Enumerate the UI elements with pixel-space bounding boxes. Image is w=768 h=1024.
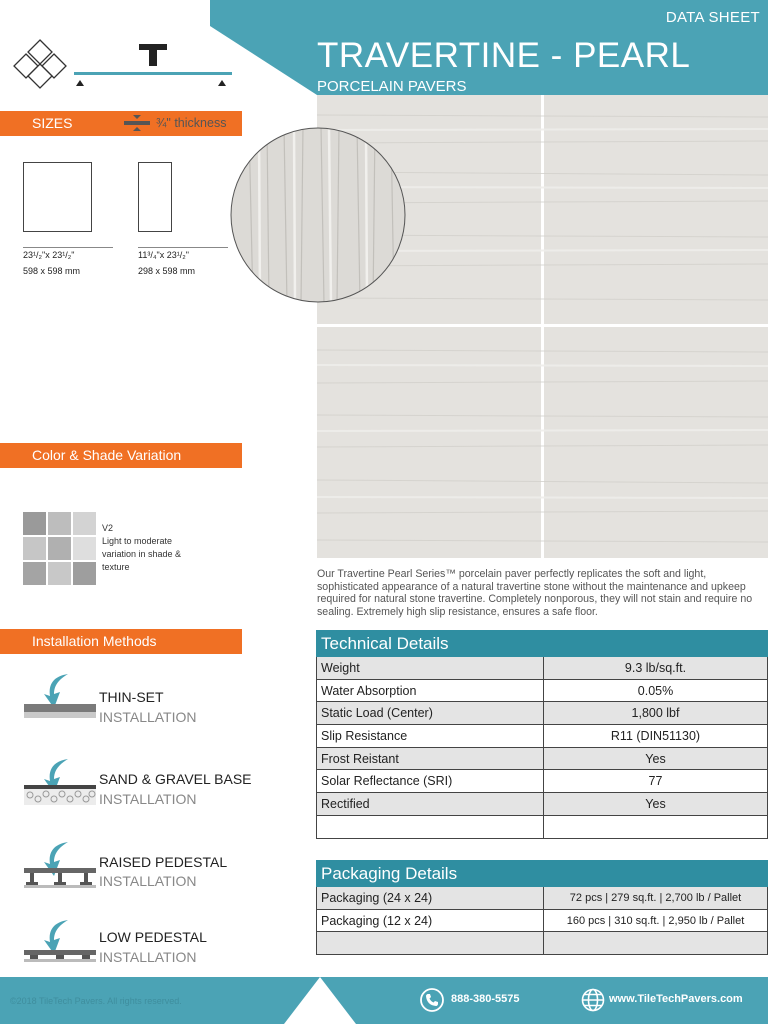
row-label <box>317 815 544 838</box>
shade-section-bar <box>0 443 242 468</box>
globe-icon <box>581 988 605 1012</box>
row-value: 160 pcs | 310 sq.ft. | 2,950 lb / Pallet <box>544 909 768 932</box>
thickness-label: ¾" thickness <box>156 116 227 130</box>
table-row <box>317 815 768 838</box>
table-row <box>317 887 768 910</box>
shade-swatch <box>48 537 71 560</box>
shade-swatch <box>73 512 96 535</box>
thin-set-icon <box>24 672 96 722</box>
row-label: Water Absorption <box>317 679 544 702</box>
shade-swatch <box>23 512 46 535</box>
installation-title: LOW PEDESTAL <box>99 929 207 945</box>
row-label: Solar Reflectance (SRI) <box>317 770 544 793</box>
table-header-row <box>317 861 768 887</box>
shade-swatch <box>73 562 96 585</box>
table-row <box>317 702 768 725</box>
table-row <box>317 725 768 748</box>
shade-swatch <box>73 537 96 560</box>
row-label: Packaging (12 x 24) <box>317 909 544 932</box>
size-box-rectangle <box>138 162 172 232</box>
packaging-details-table <box>316 860 768 955</box>
row-value: 0.05% <box>544 679 768 702</box>
installation-section-label: Installation Methods <box>32 633 157 649</box>
sand-gravel-icon <box>24 757 96 807</box>
technical-details-table <box>316 630 768 839</box>
row-value: 77 <box>544 770 768 793</box>
website-link[interactable]: www.TileTechPavers.com <box>609 993 743 1005</box>
phone-number[interactable]: 888-380-5575 <box>451 993 520 1005</box>
size-imperial-1: 23¹/₂"x 23¹/₂" <box>23 250 75 260</box>
thickness-icon <box>122 113 152 133</box>
row-value: R11 (DIN51130) <box>544 725 768 748</box>
size-divider <box>23 247 113 248</box>
product-description: Our Travertine Pearl Series™ porcelain paver perfectly replicates the soft and light, sophisticated appearance of a natural travertine stone without the maintenance and upkeep required for natural stone travertine. Completely nonporous, they will not stain and require no sealing. Extremely high slip resistance, ensures a safe floor. <box>317 568 753 618</box>
paver-tiles-icon <box>4 38 74 90</box>
table-row <box>317 932 768 955</box>
page-subtitle: PORCELAIN PAVERS <box>317 78 467 95</box>
table-row <box>317 909 768 932</box>
row-value: 72 pcs | 279 sq.ft. | 2,700 lb / Pallet <box>544 887 768 910</box>
low-pedestal-icon <box>24 918 96 966</box>
shade-swatch <box>48 562 71 585</box>
installation-title: RAISED PEDESTAL <box>99 854 228 870</box>
table-header-empty <box>544 861 768 887</box>
footer-notch <box>284 977 356 1024</box>
size-metric-1: 598 x 598 mm <box>23 266 81 276</box>
shade-swatch <box>48 512 71 535</box>
page-title: TRAVERTINE - PEARL <box>317 36 691 75</box>
row-value: Yes <box>544 747 768 770</box>
row-label <box>317 932 544 955</box>
copyright-text: ©2018 TileTech Pavers. All rights reserved. <box>10 996 182 1006</box>
row-value: 1,800 lbf <box>544 702 768 725</box>
table-header-empty <box>544 631 768 657</box>
row-label: Packaging (24 x 24) <box>317 887 544 910</box>
row-label: Weight <box>317 657 544 680</box>
table-row <box>317 793 768 816</box>
magnified-texture-circle <box>229 126 407 304</box>
packaging-details-heading: Packaging Details <box>317 861 544 887</box>
table-header-row <box>317 631 768 657</box>
table-row <box>317 679 768 702</box>
size-imperial-2: 11³/₄"x 23¹/₂" <box>138 250 189 260</box>
technical-details-heading: Technical Details <box>317 631 544 657</box>
table-row <box>317 770 768 793</box>
shade-description: Light to moderate variation in shade & texture <box>102 536 182 572</box>
row-label: Rectified <box>317 793 544 816</box>
shade-swatch <box>23 537 46 560</box>
row-value: Yes <box>544 793 768 816</box>
installation-title: THIN-SET <box>99 689 164 705</box>
table-row <box>317 747 768 770</box>
installation-section-bar <box>0 629 242 654</box>
installation-subtitle: INSTALLATION <box>99 709 197 725</box>
size-metric-2: 298 x 598 mm <box>138 266 196 276</box>
installation-title: SAND & GRAVEL BASE <box>99 771 252 787</box>
shade-code: V2 <box>102 523 114 533</box>
size-divider <box>138 247 228 248</box>
sizes-section-label: SIZES <box>32 115 73 131</box>
installation-subtitle: INSTALLATION <box>99 949 197 965</box>
shade-swatch <box>23 562 46 585</box>
shade-section-label: Color & Shade Variation <box>32 447 182 463</box>
installation-subtitle: INSTALLATION <box>99 791 197 807</box>
row-value: 9.3 lb/sq.ft. <box>544 657 768 680</box>
data-sheet-label: DATA SHEET <box>665 9 760 26</box>
raised-pedestal-icon <box>24 840 96 890</box>
row-label: Frost Reistant <box>317 747 544 770</box>
shade-swatch-grid <box>23 512 98 587</box>
pedestal-diagram-icon <box>72 42 237 90</box>
phone-icon <box>420 988 444 1012</box>
row-label: Static Load (Center) <box>317 702 544 725</box>
row-value <box>544 932 768 955</box>
table-row <box>317 657 768 680</box>
installation-subtitle: INSTALLATION <box>99 873 197 889</box>
row-value <box>544 815 768 838</box>
size-box-square <box>23 162 92 232</box>
row-label: Slip Resistance <box>317 725 544 748</box>
